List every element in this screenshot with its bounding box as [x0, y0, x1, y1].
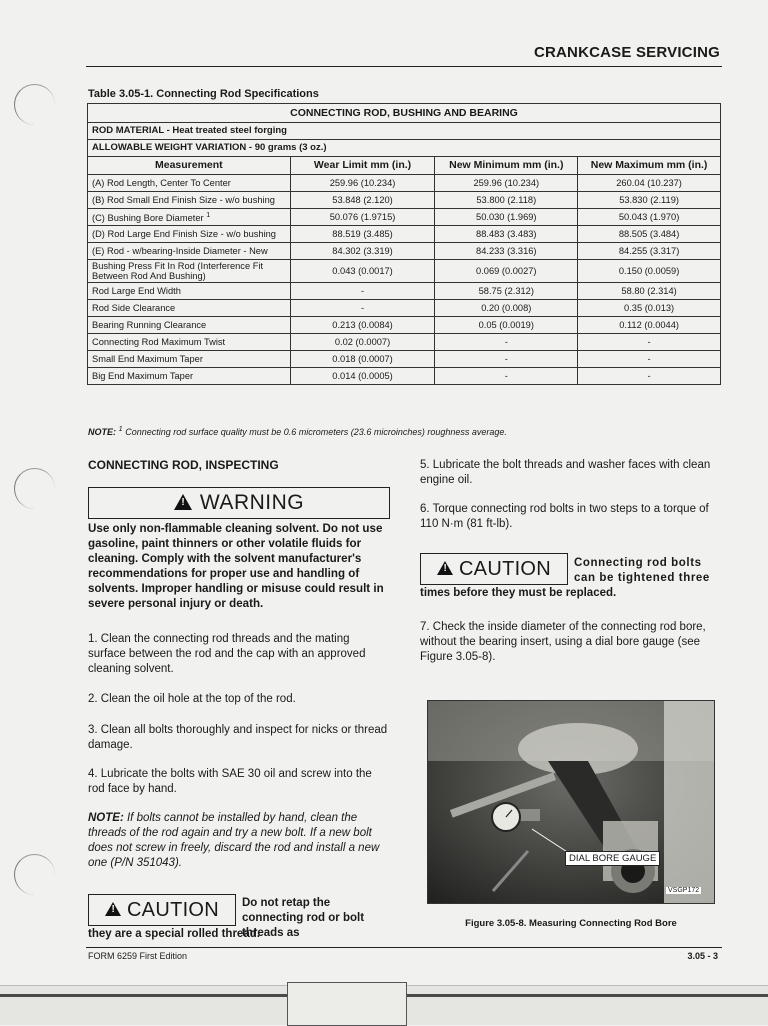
- section-heading: CONNECTING ROD, INSPECTING: [88, 458, 279, 472]
- wear-value-cell: 0.014 (0.0005): [290, 368, 435, 385]
- wear-value-cell: 84.302 (3.319): [290, 243, 435, 260]
- punch-hole-bottom: [14, 854, 55, 895]
- punch-hole-middle: [14, 468, 55, 509]
- caution-text-rest: times before they must be replaced.: [420, 587, 617, 599]
- table-row: [88, 351, 721, 368]
- min-value-cell: -: [435, 334, 578, 351]
- table-row: [88, 260, 721, 283]
- figure-code: VSGP172: [668, 887, 700, 894]
- caution-text-side: Do not retap the connecting rod or bolt threads as: [242, 897, 365, 939]
- measurement-cell: Big End Maximum Taper: [88, 368, 291, 385]
- max-value-cell: 84.255 (3.317): [578, 243, 721, 260]
- min-value-cell: 50.030 (1.969): [435, 209, 578, 226]
- max-value-cell: 50.043 (1.970): [578, 209, 721, 226]
- min-value-cell: 259.96 (10.234): [435, 175, 578, 192]
- max-value-cell: 53.830 (2.119): [578, 192, 721, 209]
- measurement-cell: Rod Large End Width: [88, 283, 291, 300]
- wear-value-cell: 0.02 (0.0007): [290, 334, 435, 351]
- step-2: 2. Clean the oil hole at the top of the rod.: [88, 693, 296, 705]
- caution-text-side: Connecting rod bolts can be tightened three: [574, 557, 710, 584]
- note-footnote-mark: 1: [118, 424, 123, 433]
- wear-value-cell: 259.96 (10.234): [290, 175, 435, 192]
- table-row: [88, 243, 721, 260]
- max-value-cell: -: [578, 368, 721, 385]
- measurement-cell: Bearing Running Clearance: [88, 317, 291, 334]
- rod-material-row: ROD MATERIAL - Heat treated steel forging: [88, 123, 721, 140]
- measurement-cell: Small End Maximum Taper: [88, 351, 291, 368]
- max-value-cell: 0.150 (0.0059): [578, 260, 721, 283]
- step-3: 3. Clean all bolts thoroughly and inspect for nicks or thread damage.: [88, 724, 388, 751]
- figure-caption: Figure 3.05-8. Measuring Connecting Rod Bore: [465, 918, 677, 929]
- table-row: [88, 368, 721, 385]
- caution-triangle-icon: !: [437, 561, 453, 575]
- column-header: Wear Limit mm (in.): [290, 157, 435, 175]
- weight-variation-row: ALLOWABLE WEIGHT VARIATION - 90 grams (3 oz.): [88, 140, 721, 157]
- step-4: 4. Lubricate the bolts with SAE 30 oil and screw into the rod face by hand.: [88, 768, 372, 795]
- table-main-header: CONNECTING ROD, BUSHING AND BEARING: [88, 104, 721, 123]
- table-row: [88, 300, 721, 317]
- spec-table: [87, 103, 721, 385]
- column-header: New Minimum mm (in.): [435, 157, 578, 175]
- wear-value-cell: 0.213 (0.0084): [290, 317, 435, 334]
- measurement-cell: Connecting Rod Maximum Twist: [88, 334, 291, 351]
- table-caption: Table 3.05-1. Connecting Rod Specifications: [88, 88, 319, 100]
- table-row: [88, 226, 721, 243]
- max-value-cell: -: [578, 351, 721, 368]
- table-row: [88, 175, 721, 192]
- footnote-mark: 1: [206, 211, 211, 219]
- warning-banner: [88, 487, 390, 519]
- measurement-cell: (A) Rod Length, Center To Center: [88, 175, 291, 192]
- section-title: CRANKCASE SERVICING: [533, 44, 720, 61]
- warning-text: Use only non-flammable cleaning solvent. Do not use gasoline, paint thinners or other volatile fluids for cleaning. Comply with the solvent manufacturer's recommendations for proper use and handling of solvents. Improper handling or misuse could result in severe personal injury or death.: [88, 522, 384, 610]
- table-row: [88, 209, 721, 226]
- max-value-cell: 58.80 (2.314): [578, 283, 721, 300]
- min-value-cell: 88.483 (3.483): [435, 226, 578, 243]
- wear-value-cell: 0.043 (0.0017): [290, 260, 435, 283]
- warning-triangle-icon: !: [174, 494, 192, 510]
- table-note-text: Connecting rod surface quality must be 0.6 micrometers (23.6 microinches) roughness average.: [125, 427, 507, 437]
- min-value-cell: 53.800 (2.118): [435, 192, 578, 209]
- punch-hole-top: [14, 84, 55, 125]
- footer-rule: [86, 947, 722, 948]
- measurement-cell: (B) Rod Small End Finish Size - w/o bushing: [88, 192, 291, 209]
- step-5: 5. Lubricate the bolt threads and washer faces with clean engine oil.: [420, 459, 711, 486]
- dial-bore-gauge-callout: DIAL BORE GAUGE: [565, 851, 660, 866]
- min-value-cell: 0.20 (0.008): [435, 300, 578, 317]
- min-value-cell: 58.75 (2.312): [435, 283, 578, 300]
- wear-value-cell: -: [290, 283, 435, 300]
- min-value-cell: 0.069 (0.0027): [435, 260, 578, 283]
- measurement-cell: (C) Bushing Bore Diameter $^1$: [88, 209, 291, 226]
- binder-tab: [287, 982, 407, 1026]
- measurement-cell: Bushing Press Fit In Rod (Interference Fit Between Rod And Bushing): [88, 260, 291, 283]
- min-value-cell: -: [435, 351, 578, 368]
- min-value-cell: -: [435, 368, 578, 385]
- min-value-cell: 84.233 (3.316): [435, 243, 578, 260]
- caution-banner-left: ! CAUTION: [88, 894, 236, 926]
- table-row: [88, 283, 721, 300]
- max-value-cell: 0.35 (0.013): [578, 300, 721, 317]
- measurement-cell: Rod Side Clearance: [88, 300, 291, 317]
- min-value-cell: 0.05 (0.0019): [435, 317, 578, 334]
- bolt-note: NOTE: If bolts cannot be installed by hand, clean the threads of the rod again and try a new bolt. If a new bolt does not screw in freely, discard the rod and install a new one (P/N 351043).: [88, 812, 380, 869]
- connecting-rod-photo: [428, 701, 714, 903]
- wear-value-cell: 88.519 (3.485): [290, 226, 435, 243]
- form-number: FORM 6259 First Edition: [88, 951, 188, 961]
- caution-banner-right: ! CAUTION: [420, 553, 568, 585]
- step-1: 1. Clean the connecting rod threads and the mating surface between the rod and the cap with an approved cleaning solvent.: [88, 633, 366, 675]
- max-value-cell: -: [578, 334, 721, 351]
- wear-value-cell: 50.076 (1.9715): [290, 209, 435, 226]
- measurement-cell: (E) Rod - w/bearing-Inside Diameter - New: [88, 243, 291, 260]
- max-value-cell: 260.04 (10.237): [578, 175, 721, 192]
- caution-text-rest: they are a special rolled thread.: [88, 928, 260, 940]
- step-6: 6. Torque connecting rod bolts in two steps to a torque of 110 N·m (81 ft-lb).: [420, 503, 709, 530]
- caution-triangle-icon: !: [105, 902, 121, 916]
- page-number: 3.05 - 3: [687, 951, 718, 961]
- table-row: [88, 192, 721, 209]
- header-rule: [86, 66, 722, 67]
- column-header: New Maximum mm (in.): [578, 157, 721, 175]
- wear-value-cell: 53.848 (2.120): [290, 192, 435, 209]
- wear-value-cell: -: [290, 300, 435, 317]
- wear-value-cell: 0.018 (0.0007): [290, 351, 435, 368]
- table-note: NOTE: $^1$ Connecting rod surface quality must be 0.6 micrometers (23.6 microinches) roughness average.: [88, 424, 507, 437]
- table-body: [88, 175, 721, 385]
- table-row: [88, 317, 721, 334]
- column-header: Measurement: [88, 157, 291, 175]
- step-7: 7. Check the inside diameter of the connecting rod bore, without the bearing insert, using a dial bore gauge (see Figure 3.05-8).: [420, 621, 706, 663]
- max-value-cell: 0.112 (0.0044): [578, 317, 721, 334]
- measurement-cell: (D) Rod Large End Finish Size - w/o bushing: [88, 226, 291, 243]
- figure-photo: [427, 700, 715, 904]
- warning-label: WARNING: [199, 491, 305, 514]
- max-value-cell: 88.505 (3.484): [578, 226, 721, 243]
- table-row: [88, 334, 721, 351]
